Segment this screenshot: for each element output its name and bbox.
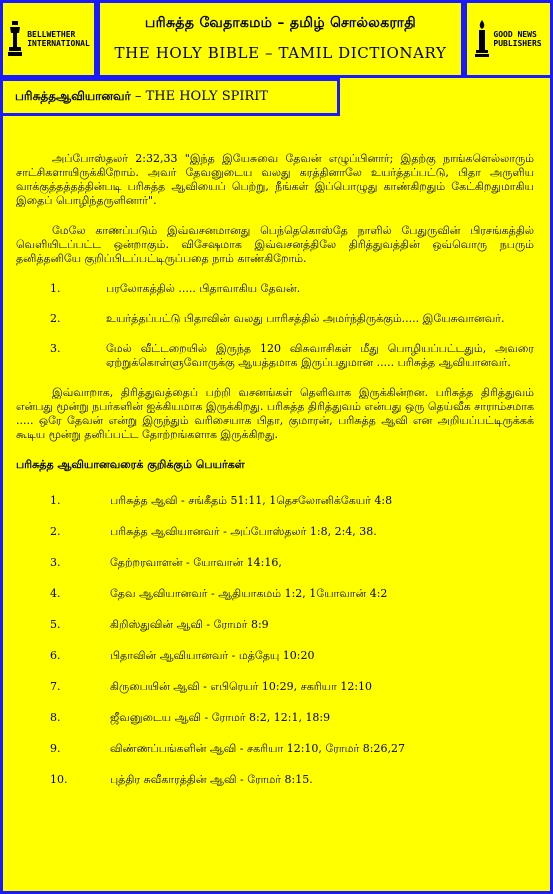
good-news-candle-icon <box>475 19 489 59</box>
name-text: புத்திர சுவீகாரத்தின் ஆவி - ரோமர் 8:15. <box>110 773 313 786</box>
trinity-item-number: 2. <box>50 312 61 325</box>
logo-left-line2: INTERNATIONAL <box>27 39 90 48</box>
name-number: 5. <box>50 618 61 631</box>
trinity-item <box>16 312 534 326</box>
trinity-item-text: உயர்த்தப்பட்டு பிதாவின் வலது பாரிசத்தில் அமர்ந்திருக்கும்..... இயேசுவானவர். <box>106 312 505 325</box>
name-number: 9. <box>50 742 61 755</box>
name-text: பரிசுத்த ஆவி - சங்கீதம் 51:11, 1தெசலோனிக்கேயர் 4:8 <box>110 494 393 507</box>
name-text: பரிசுத்த ஆவியானவர் - அப்போஸ்தலர் 1:8, 2:4, 38. <box>110 525 377 538</box>
dictionary-title-box <box>97 0 464 78</box>
entry-heading-english: THE HOLY SPIRIT <box>145 89 269 104</box>
bellwether-logo <box>0 0 97 78</box>
name-text: பிதாவின் ஆவியானவர் - மத்தேயு 10:20 <box>110 649 315 662</box>
name-number: 4. <box>50 587 61 600</box>
entry-content <box>16 152 534 804</box>
paragraph-acts: அப்போஸ்தலர் 2:32,33 "இந்த இயேசுவை தேவன் எழுப்பினார்; இதற்கு நாங்களெல்லாரும் சாட்சிகளாயிருக்கிறோம். அவர் தேவனுடைய வலது கரத்தினாலே உயர்த்தப்பட்டு, பிதா அருளிய வாக்குத்தத்தத்தின்படி பரிசுத்த ஆவியைப் பெற்று, நீங்கள் இப்பொழுது காண்கிறதும் கேட்கிறதுமாகிய இதைப் பொழிந்தருளினார்". <box>16 152 534 207</box>
logo-right-line1: GOOD NEWS <box>493 29 537 39</box>
name-entry <box>16 742 534 773</box>
trinity-item <box>16 342 534 370</box>
name-entry <box>16 556 534 587</box>
trinity-item-text: பரலோகத்தில் ..... பிதாவாகிய தேவன். <box>106 282 301 295</box>
name-entry <box>16 618 534 649</box>
name-entry <box>16 587 534 618</box>
name-entry <box>16 525 534 556</box>
trinity-item <box>16 282 534 296</box>
trinity-item-number: 3. <box>50 342 61 355</box>
name-text: தேற்றரவாளன் - யோவான் 14:16, <box>110 556 282 569</box>
paragraph-trinity-summary: இவ்வாறாக, திரித்துவத்தைப் பற்றி வசனங்கள் தெளிவாக இருக்கின்றன. பரிசுத்த திரித்துவம் என்பது மூன்று நபர்களின் ஐக்கியமாக இருக்கிறது. பரிசுத்த திரித்துவம் என்பது ஒரு தெய்வீக சாராம்சமாக ..... ஒரே தேவன் என்று இருந்தும் வரிசையாக பிதா, குமாரன், பரிசுத்த ஆவி என அறியப்பட்டிருக்கக் கூடிய மூன்று தனிப்பட்ட தோற்றங்களாக இருக்கிறது. <box>16 386 534 441</box>
entry-heading-separator: – <box>130 89 146 104</box>
logo-left-line1: BELLWETHER <box>27 29 76 39</box>
name-number: 1. <box>50 494 61 507</box>
name-entry <box>16 680 534 711</box>
name-number: 7. <box>50 680 61 693</box>
trinity-item-number: 1. <box>50 282 61 295</box>
entry-heading-tamil: பரிசுத்தஆவியானவர் <box>15 89 131 103</box>
logo-right-line2: PUBLISHERS <box>493 39 542 48</box>
name-number: 6. <box>50 649 61 662</box>
bellwether-ram-icon <box>7 19 23 59</box>
trinity-item-text: மேல் வீட்டறையில் இருந்த 120 விசுவாசிகள் மீது பொழியப்பட்டதும், அவரை ஏற்றுக்கொள்ளுவோருக்கு ஆயத்தமாக இருப்பதுமான ..... பரிசுத்த ஆவியானவர். <box>106 342 534 369</box>
name-text: விண்ணப்பங்களின் ஆவி - சகரியா 12:10, ரோமர் 8:26,27 <box>110 742 405 755</box>
name-text: ஜீவனுடைய ஆவி - ரோமர் 8:2, 12:1, 18:9 <box>110 711 331 724</box>
name-number: 10. <box>50 773 68 786</box>
title-tamil: பரிசுத்த வேதாகமம் – தமிழ் சொல்லகராதி <box>144 15 417 31</box>
name-entry <box>16 494 534 525</box>
name-number: 8. <box>50 711 61 724</box>
name-text: கிருபையின் ஆவி - எபிரெயர் 10:29, சகரியா 12:10 <box>110 680 373 693</box>
name-text: தேவ ஆவியானவர் - ஆதியாகமம் 1:2, 1யோவான் 4:2 <box>110 587 388 600</box>
title-english: THE HOLY BIBLE – TAMIL DICTIONARY <box>114 44 447 62</box>
name-entry <box>16 711 534 742</box>
names-heading: பரிசுத்த ஆவியானவரைக் குறிக்கும் பெயர்கள் <box>16 458 245 471</box>
name-entry <box>16 773 534 804</box>
name-entry <box>16 649 534 680</box>
name-text: கிறிஸ்துவின் ஆவி - ரோமர் 8:9 <box>110 618 269 631</box>
name-number: 3. <box>50 556 61 569</box>
good-news-logo <box>464 0 553 78</box>
name-number: 2. <box>50 525 61 538</box>
names-list <box>16 494 534 804</box>
paragraph-pentecost: மேலே காணப்படும் இவ்வசனமானது பெந்தெகொஸ்தே நாளில் பேதுருவின் பிரசங்கத்தில் வெளியிடப்பட்ட ஒன்றாகும். விசேஷமாக இவ்வசனத்திலே திரித்துவத்தின் ஒவ்வொரு நபரும் தனித்தனியே குறிப்பிடப்பட்டிருப்பதை நாம் காண்கிறோம். <box>16 224 534 265</box>
entry-heading <box>0 78 340 116</box>
